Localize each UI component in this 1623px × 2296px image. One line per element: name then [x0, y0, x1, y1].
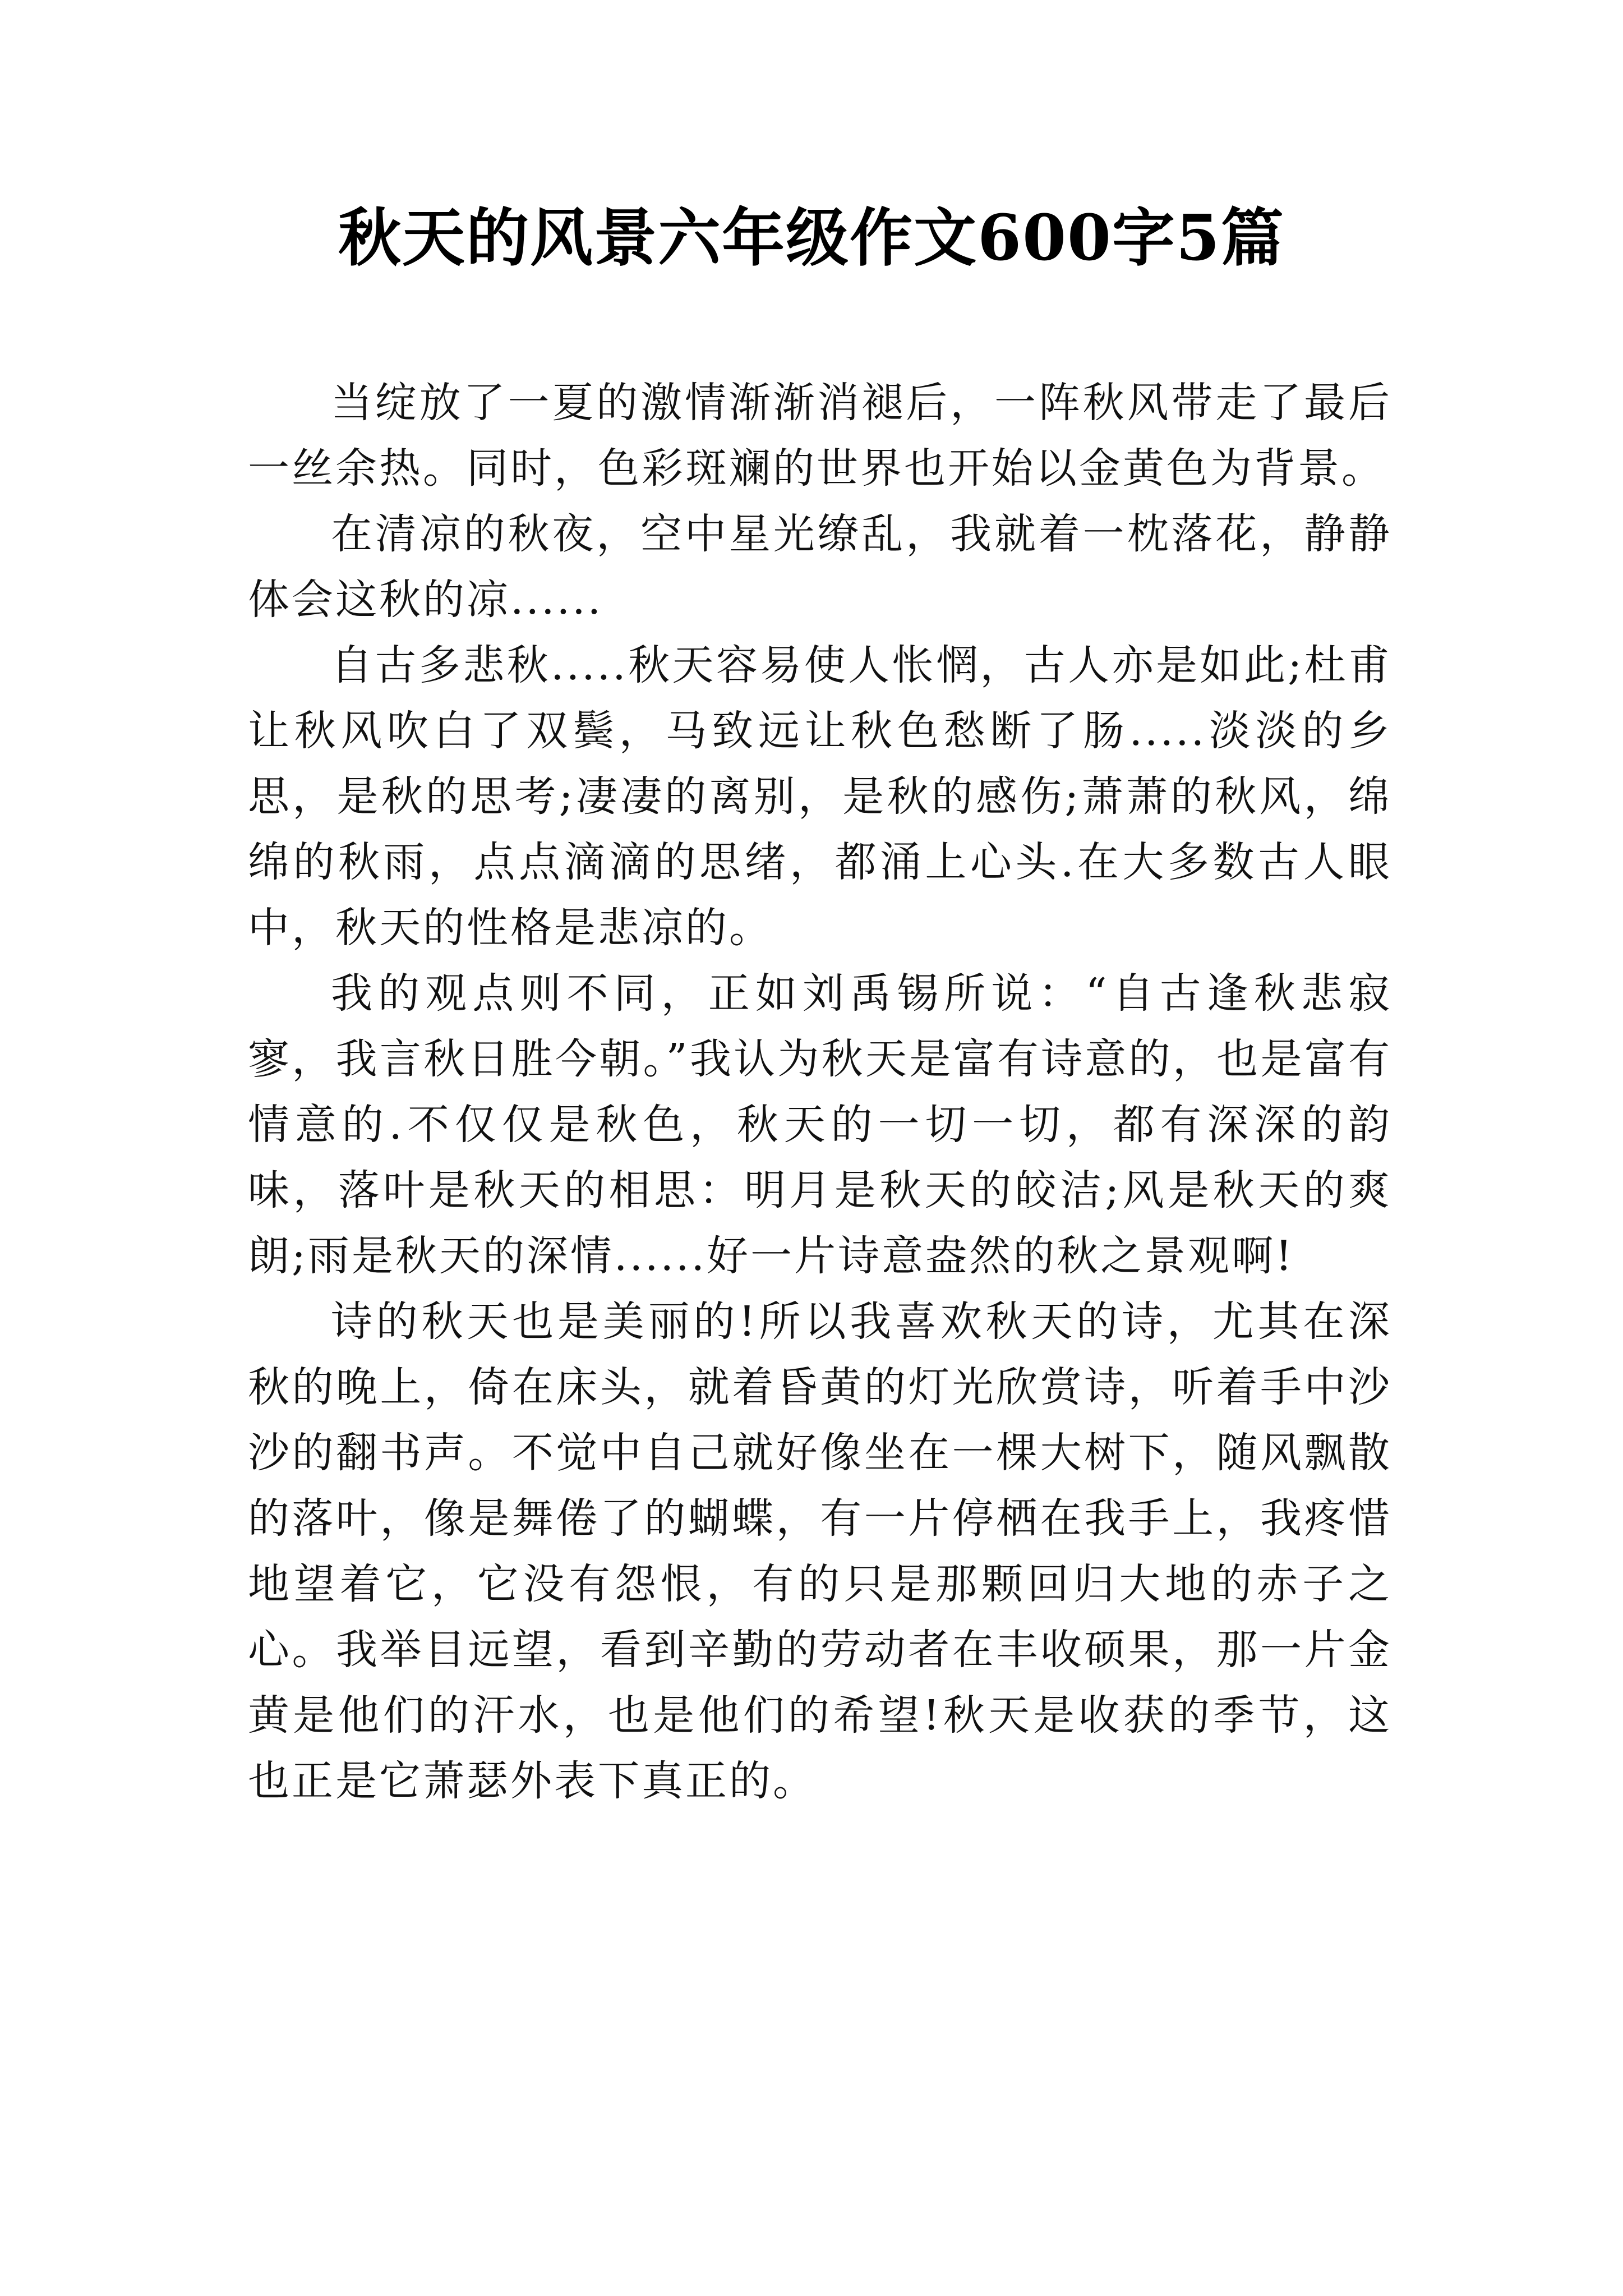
paragraph-5: 诗的秋天也是美丽的!所以我喜欢秋天的诗，尤其在深秋的晚上，倚在床头，就着昏黄的灯光欣赏诗，听着手中沙沙的翻书声。不觉中自己就好像坐在一棵大树下，随风飘散的落叶，像是舞倦了的蝴蝶，有一片停栖在我手上，我疼惜地望着它，它没有怨恨，有的只是那颗回归大地的赤子之心。我举目远望，看到辛勤的劳动者在丰收硕果，那一片金黄是他们的汗水，也是他们的希望!秋天是收获的季节，这也正是它萧瑟外表下真正的。	[248, 1297, 1392, 1805]
page-title: 秋天的风景六年级作文600字5篇	[338, 201, 1285, 275]
paragraph-1: 当绽放了一夏的激情渐渐消褪后，一阵秋风带走了最后一丝余热。同时，色彩斑斓的世界也开始以金黄色为背景。	[248, 379, 1392, 493]
paragraph-4: 我的观点则不同，正如刘禹锡所说：“自古逢秋悲寂寥，我言秋日胜今朝。”我认为秋天是富有诗意的，也是富有情意的.不仅仅是秋色，秋天的一切一切，都有深深的韵味，落叶是秋天的相思：明月是秋天的皎洁;风是秋天的爽朗;雨是秋天的深情......好一片诗意盎然的秋之景观啊!	[248, 969, 1392, 1280]
paragraph-3: 自古多悲秋.....秋天容易使人怅惘，古人亦是如此;杜甫让秋风吹白了双鬓，马致远让秋色愁断了肠.....淡淡的乡思，是秋的思考;凄凄的离别，是秋的感伤;萧萧的秋风，绵绵的秋雨，点点滴滴的思绪，都涌上心头.在大多数古人眼中，秋天的性格是悲凉的。	[248, 641, 1392, 952]
paragraph-2: 在清凉的秋夜，空中星光缭乱，我就着一枕落花，静静体会这秋的凉......	[248, 510, 1392, 624]
article-body	[248, 370, 1392, 1814]
